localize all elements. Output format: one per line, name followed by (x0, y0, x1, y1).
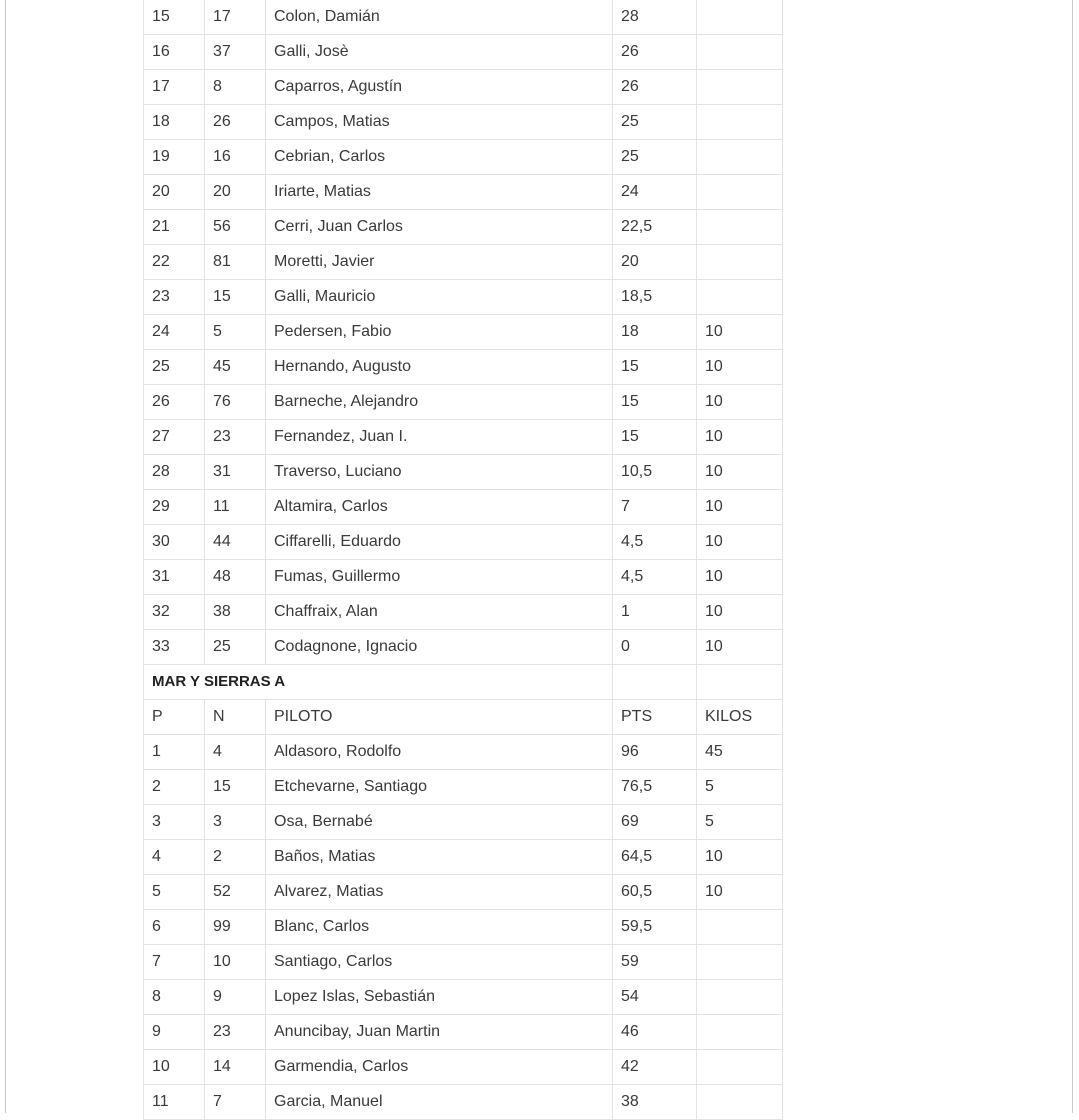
table-row (144, 560, 783, 595)
points-cell: 96 (613, 735, 697, 770)
kilos-cell: 10 (697, 595, 783, 630)
points-cell: 26 (613, 70, 697, 105)
table-row (144, 35, 783, 70)
position-cell: 24 (144, 315, 205, 350)
number-cell: 37 (205, 35, 266, 70)
table-row (144, 910, 783, 945)
table-row (144, 70, 783, 105)
position-cell: 22 (144, 245, 205, 280)
driver-cell: Colon, Damián (266, 0, 613, 35)
points-cell: 46 (613, 1015, 697, 1050)
position-cell: 3 (144, 805, 205, 840)
number-cell: 8 (205, 70, 266, 105)
position-cell: 18 (144, 105, 205, 140)
position-cell: 7 (144, 945, 205, 980)
kilos-cell: 10 (697, 875, 783, 910)
driver-cell: Fumas, Guillermo (266, 560, 613, 595)
kilos-cell: 5 (697, 770, 783, 805)
driver-cell: Garmendia, Carlos (266, 1050, 613, 1085)
driver-cell: Baños, Matias (266, 840, 613, 875)
number-cell: 10 (205, 945, 266, 980)
kilos-cell (697, 280, 783, 315)
points-cell: 26 (613, 35, 697, 70)
points-cell: 20 (613, 245, 697, 280)
points-cell: 15 (613, 385, 697, 420)
number-cell: 16 (205, 140, 266, 175)
kilos-cell: 10 (697, 350, 783, 385)
kilos-cell (697, 245, 783, 280)
kilos-cell (697, 1050, 783, 1085)
points-cell: 60,5 (613, 875, 697, 910)
points-cell: 4,5 (613, 560, 697, 595)
table-row (144, 875, 783, 910)
table-row (144, 595, 783, 630)
table-row (144, 420, 783, 455)
header-position: P (144, 700, 205, 735)
number-cell: 23 (205, 420, 266, 455)
driver-cell: Blanc, Carlos (266, 910, 613, 945)
number-cell: 23 (205, 1015, 266, 1050)
kilos-cell: 10 (697, 490, 783, 525)
points-cell: 76,5 (613, 770, 697, 805)
position-cell: 31 (144, 560, 205, 595)
position-cell: 25 (144, 350, 205, 385)
number-cell: 4 (205, 735, 266, 770)
kilos-cell (697, 140, 783, 175)
driver-cell: Barneche, Alejandro (266, 385, 613, 420)
driver-cell: Alvarez, Matias (266, 875, 613, 910)
section-title: MAR Y SIERRAS A (144, 665, 613, 700)
position-cell: 20 (144, 175, 205, 210)
position-cell: 16 (144, 35, 205, 70)
position-cell: 17 (144, 70, 205, 105)
driver-cell: Anuncibay, Juan Martin (266, 1015, 613, 1050)
table-row (144, 945, 783, 980)
position-cell: 27 (144, 420, 205, 455)
number-cell: 26 (205, 105, 266, 140)
table-row (144, 1015, 783, 1050)
driver-cell: Moretti, Javier (266, 245, 613, 280)
number-cell: 99 (205, 910, 266, 945)
kilos-cell (697, 210, 783, 245)
table-row (144, 1050, 783, 1085)
number-cell: 11 (205, 490, 266, 525)
position-cell: 33 (144, 630, 205, 665)
header-driver: PILOTO (266, 700, 613, 735)
number-cell: 76 (205, 385, 266, 420)
driver-cell: Galli, Josè (266, 35, 613, 70)
driver-cell: Santiago, Carlos (266, 945, 613, 980)
points-cell: 4,5 (613, 525, 697, 560)
driver-cell: Campos, Matias (266, 105, 613, 140)
kilos-cell (697, 945, 783, 980)
points-cell: 1 (613, 595, 697, 630)
kilos-cell: 10 (697, 560, 783, 595)
position-cell: 30 (144, 525, 205, 560)
points-cell: 22,5 (613, 210, 697, 245)
number-cell: 2 (205, 840, 266, 875)
kilos-cell (697, 70, 783, 105)
number-cell: 25 (205, 630, 266, 665)
driver-cell: Caparros, Agustín (266, 70, 613, 105)
points-cell: 15 (613, 350, 697, 385)
number-cell: 17 (205, 0, 266, 35)
kilos-cell: 10 (697, 315, 783, 350)
driver-cell: Hernando, Augusto (266, 350, 613, 385)
points-cell: 69 (613, 805, 697, 840)
position-cell: 4 (144, 840, 205, 875)
position-cell: 28 (144, 455, 205, 490)
kilos-cell: 45 (697, 735, 783, 770)
position-cell: 29 (144, 490, 205, 525)
table-row (144, 805, 783, 840)
driver-cell: Altamira, Carlos (266, 490, 613, 525)
number-cell: 5 (205, 315, 266, 350)
points-cell: 15 (613, 420, 697, 455)
number-cell: 7 (205, 1085, 266, 1120)
kilos-cell (697, 1015, 783, 1050)
table-row (144, 630, 783, 665)
position-cell: 6 (144, 910, 205, 945)
driver-cell: Cerri, Juan Carlos (266, 210, 613, 245)
column-header-row (144, 700, 783, 735)
number-cell: 81 (205, 245, 266, 280)
number-cell: 3 (205, 805, 266, 840)
header-points: PTS (613, 700, 697, 735)
table-row (144, 140, 783, 175)
table-row (144, 455, 783, 490)
driver-cell: Etchevarne, Santiago (266, 770, 613, 805)
driver-cell: Fernandez, Juan I. (266, 420, 613, 455)
position-cell: 15 (144, 0, 205, 35)
kilos-cell (697, 0, 783, 35)
kilos-cell (697, 105, 783, 140)
number-cell: 31 (205, 455, 266, 490)
points-cell: 59,5 (613, 910, 697, 945)
driver-cell: Garcia, Manuel (266, 1085, 613, 1120)
number-cell: 9 (205, 980, 266, 1015)
points-cell: 25 (613, 105, 697, 140)
points-cell: 24 (613, 175, 697, 210)
kilos-cell: 10 (697, 455, 783, 490)
header-number: N (205, 700, 266, 735)
kilos-cell: 10 (697, 840, 783, 875)
table-row (144, 490, 783, 525)
points-cell: 7 (613, 490, 697, 525)
points-cell: 38 (613, 1085, 697, 1120)
driver-cell: Galli, Mauricio (266, 280, 613, 315)
number-cell: 44 (205, 525, 266, 560)
table-row (144, 175, 783, 210)
kilos-cell (697, 35, 783, 70)
number-cell: 15 (205, 770, 266, 805)
driver-cell: Ciffarelli, Eduardo (266, 525, 613, 560)
position-cell: 8 (144, 980, 205, 1015)
table-row (144, 385, 783, 420)
number-cell: 20 (205, 175, 266, 210)
kilos-cell: 10 (697, 630, 783, 665)
number-cell: 52 (205, 875, 266, 910)
kilos-cell: 10 (697, 420, 783, 455)
table-row (144, 350, 783, 385)
points-cell: 10,5 (613, 455, 697, 490)
position-cell: 9 (144, 1015, 205, 1050)
number-cell: 56 (205, 210, 266, 245)
driver-cell: Lopez Islas, Sebastián (266, 980, 613, 1015)
kilos-cell (697, 910, 783, 945)
points-cell: 18,5 (613, 280, 697, 315)
table-row (144, 315, 783, 350)
points-cell: 18 (613, 315, 697, 350)
standings-table (143, 0, 783, 1120)
kilos-cell (697, 175, 783, 210)
table-row (144, 245, 783, 280)
kilos-cell: 10 (697, 525, 783, 560)
points-cell: 42 (613, 1050, 697, 1085)
header-kilos: KILOS (697, 700, 783, 735)
empty-cell (613, 665, 697, 700)
driver-cell: Cebrian, Carlos (266, 140, 613, 175)
section-title-row (144, 665, 783, 700)
number-cell: 45 (205, 350, 266, 385)
number-cell: 14 (205, 1050, 266, 1085)
standings-body (144, 0, 783, 1120)
kilos-cell: 5 (697, 805, 783, 840)
table-row (144, 980, 783, 1015)
table-row (144, 105, 783, 140)
table-row (144, 840, 783, 875)
empty-cell (697, 665, 783, 700)
table-row (144, 280, 783, 315)
table-row (144, 735, 783, 770)
driver-cell: Osa, Bernabé (266, 805, 613, 840)
number-cell: 48 (205, 560, 266, 595)
kilos-cell (697, 1085, 783, 1120)
driver-cell: Pedersen, Fabio (266, 315, 613, 350)
driver-cell: Traverso, Luciano (266, 455, 613, 490)
number-cell: 15 (205, 280, 266, 315)
points-cell: 59 (613, 945, 697, 980)
position-cell: 10 (144, 1050, 205, 1085)
driver-cell: Aldasoro, Rodolfo (266, 735, 613, 770)
table-row (144, 525, 783, 560)
points-cell: 28 (613, 0, 697, 35)
driver-cell: Iriarte, Matias (266, 175, 613, 210)
points-cell: 54 (613, 980, 697, 1015)
points-cell: 0 (613, 630, 697, 665)
position-cell: 32 (144, 595, 205, 630)
points-cell: 25 (613, 140, 697, 175)
driver-cell: Chaffraix, Alan (266, 595, 613, 630)
table-row (144, 1085, 783, 1120)
position-cell: 19 (144, 140, 205, 175)
number-cell: 38 (205, 595, 266, 630)
position-cell: 23 (144, 280, 205, 315)
position-cell: 26 (144, 385, 205, 420)
table-row (144, 770, 783, 805)
points-cell: 64,5 (613, 840, 697, 875)
position-cell: 5 (144, 875, 205, 910)
kilos-cell: 10 (697, 385, 783, 420)
kilos-cell (697, 980, 783, 1015)
position-cell: 2 (144, 770, 205, 805)
position-cell: 21 (144, 210, 205, 245)
table-row (144, 0, 783, 35)
position-cell: 11 (144, 1085, 205, 1120)
driver-cell: Codagnone, Ignacio (266, 630, 613, 665)
position-cell: 1 (144, 735, 205, 770)
table-row (144, 210, 783, 245)
